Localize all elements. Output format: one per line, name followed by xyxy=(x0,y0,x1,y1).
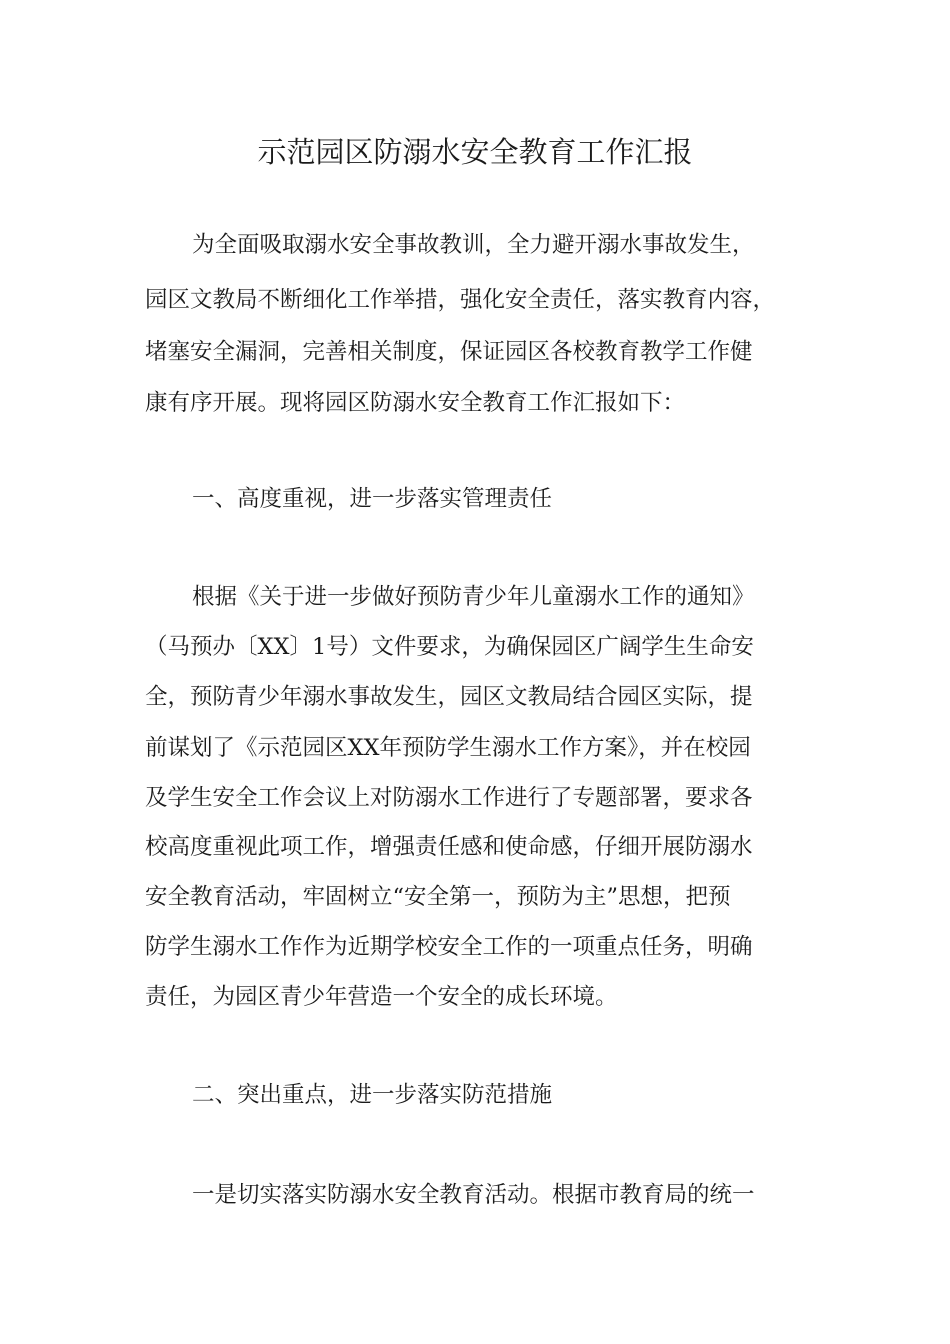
paragraph-2-line-2: （马预办〔XX〕1号）文件要求，为确保园区广阔学生生命安 xyxy=(145,634,754,660)
paragraph-2-line-1: 根据《关于进一步做好预防青少年儿童溺水工作的通知》 xyxy=(192,584,755,610)
paragraph-2-line-5: 及学生安全工作会议上对防溺水工作进行了专题部署，要求各 xyxy=(145,785,753,811)
paragraph-1-line-4: 康有序开展。现将园区防溺水安全教育工作汇报如下： xyxy=(145,390,686,416)
paragraph-2-line-7: 安全教育活动，牢固树立“安全第一，预防为主”思想，把预 xyxy=(145,884,731,910)
paragraph-1-line-2: 园区文教局不断细化工作举措，强化安全责任，落实教育内容， xyxy=(145,287,776,313)
paragraph-3-line-1: 一是切实落实防溺水安全教育活动。根据市教育局的统一 xyxy=(192,1182,755,1208)
paragraph-1-line-1: 为全面吸取溺水安全事故教训，全力避开溺水事故发生， xyxy=(192,232,755,258)
paragraph-2-line-8: 防学生溺水工作作为近期学校安全工作的一项重点任务，明确 xyxy=(145,934,753,960)
paragraph-2-line-6: 校高度重视此项工作，增强责任感和使命感，仔细开展防溺水 xyxy=(145,834,753,860)
paragraph-2-line-3: 全，预防青少年溺水事故发生，园区文教局结合园区实际，提 xyxy=(145,684,753,710)
paragraph-2-line-9: 责任，为园区青少年营造一个安全的成长环境。 xyxy=(145,984,618,1010)
section-heading-2: 二、突出重点，进一步落实防范措施 xyxy=(192,1082,553,1108)
section-heading-1: 一、高度重视，进一步落实管理责任 xyxy=(192,486,553,512)
paragraph-1-line-3: 堵塞安全漏洞，完善相关制度，保证园区各校教育教学工作健 xyxy=(145,339,753,365)
document-title: 示范园区防溺水安全教育工作汇报 xyxy=(257,135,693,169)
paragraph-2-line-4: 前谋划了《示范园区XX年预防学生溺水工作方案》，并在校园 xyxy=(145,735,751,761)
